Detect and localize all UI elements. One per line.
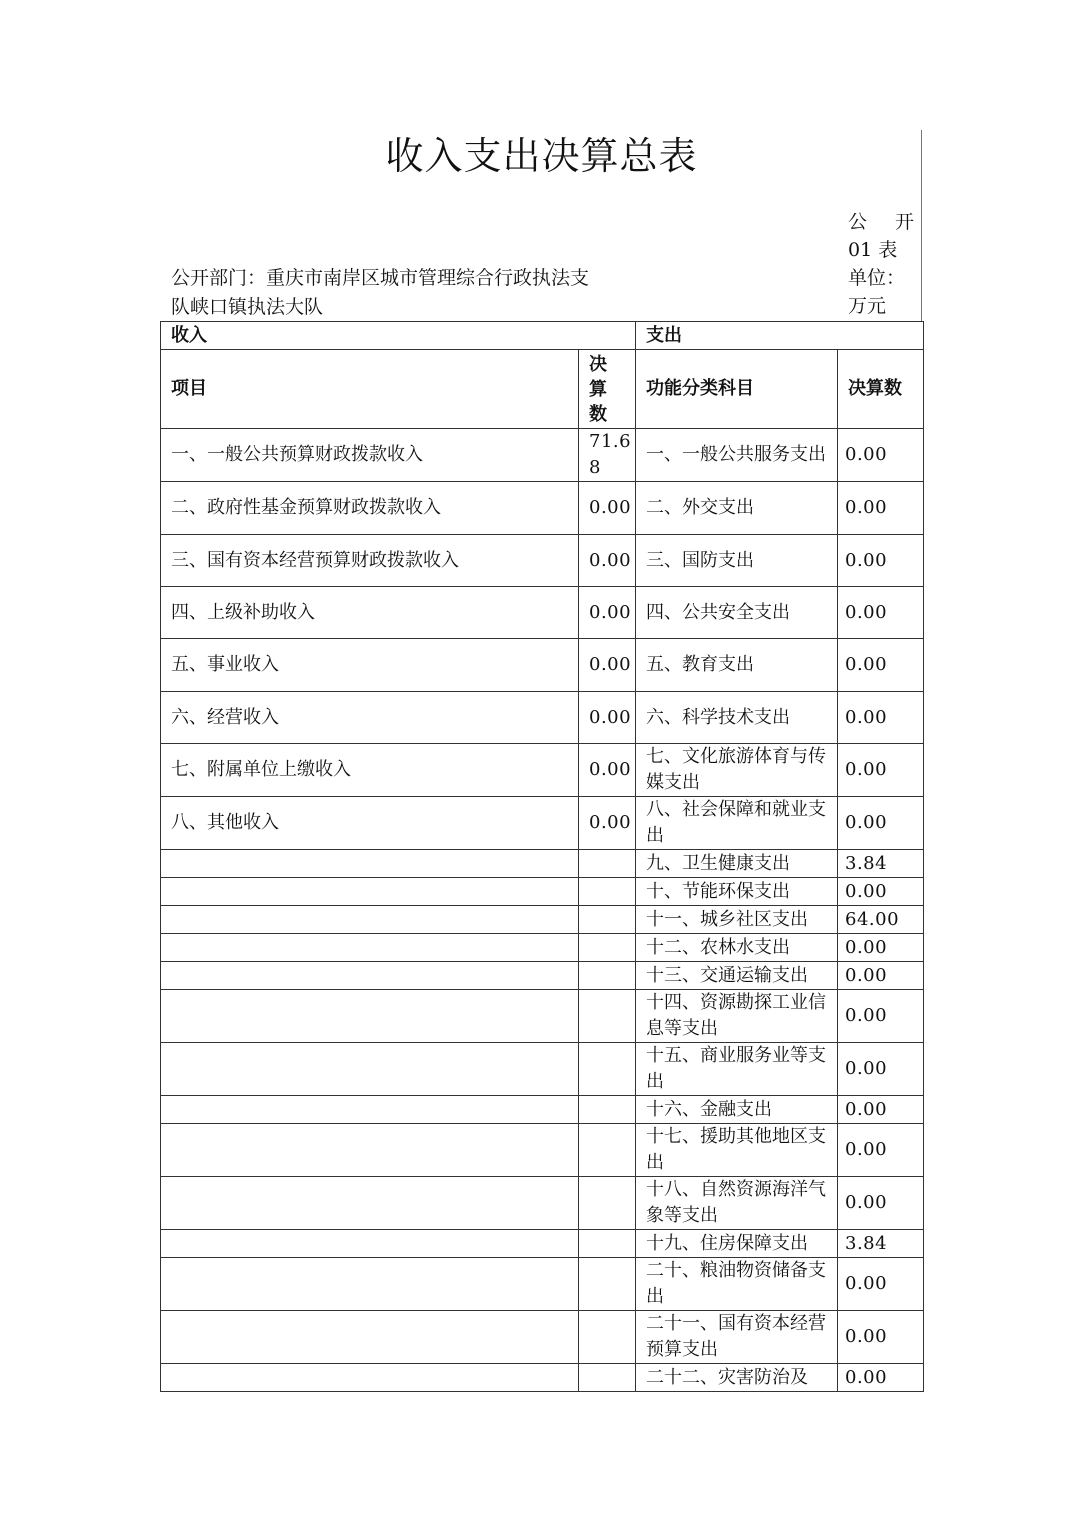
income-item-cell: 四、上级补助收入	[161, 587, 579, 639]
table-row	[161, 850, 924, 878]
form-code-line	[848, 208, 914, 236]
section-header-row	[161, 322, 924, 350]
income-item-cell: 二、政府性基金预算财政拨款收入	[161, 482, 579, 535]
income-item-cell	[161, 850, 579, 878]
expense-item-cell: 二十二、灾害防治及	[636, 1364, 838, 1392]
table-row	[161, 692, 924, 744]
expense-amount-cell: 0.00	[838, 962, 924, 990]
income-amount-cell	[579, 1230, 636, 1258]
expense-amount-cell: 0.00	[838, 934, 924, 962]
summary-table	[160, 321, 924, 1392]
expense-item-cell: 二十一、国有资本经营预算支出	[636, 1311, 838, 1364]
expense-amount-cell: 0.00	[838, 1364, 924, 1392]
expense-item-cell: 十、节能环保支出	[636, 878, 838, 906]
expense-item-cell: 三、国防支出	[636, 535, 838, 587]
income-amount-cell: 0.00	[579, 482, 636, 535]
income-item-cell	[161, 1043, 579, 1096]
department-label: 公开部门：重庆市南岸区城市管理综合行政执法支队峡口镇执法大队	[171, 267, 590, 318]
expense-item-cell: 一、一般公共服务支出	[636, 429, 838, 482]
expense-amount-cell: 0.00	[838, 744, 924, 797]
income-item-cell: 七、附属单位上缴收入	[161, 744, 579, 797]
income-item-cell	[161, 1364, 579, 1392]
income-amount-cell	[579, 962, 636, 990]
expense-item-cell: 八、社会保障和就业支出	[636, 797, 838, 850]
income-item-cell: 五、事业收入	[161, 639, 579, 692]
expense-item-cell: 十五、商业服务业等支出	[636, 1043, 838, 1096]
expense-amount-cell: 0.00	[838, 692, 924, 744]
expense-item-cell: 十八、自然资源海洋气象等支出	[636, 1177, 838, 1230]
expense-amount-cell: 0.00	[838, 429, 924, 482]
income-item-cell: 一、一般公共预算财政拨款收入	[161, 429, 579, 482]
expense-item-cell: 十七、援助其他地区支出	[636, 1124, 838, 1177]
income-amount-cell: 0.00	[579, 587, 636, 639]
form-code-b: 开	[894, 211, 914, 233]
expense-amount-cell: 0.00	[838, 1258, 924, 1311]
expense-amount-cell: 3.84	[838, 850, 924, 878]
unit-value: 万元	[848, 295, 887, 317]
income-amount-cell: 0.00	[579, 797, 636, 850]
expense-item-cell: 十六、金融支出	[636, 1096, 838, 1124]
income-item-cell	[161, 1124, 579, 1177]
table-row	[161, 797, 924, 850]
income-item-cell	[161, 878, 579, 906]
income-item-cell	[161, 1230, 579, 1258]
expense-item-cell: 十九、住房保障支出	[636, 1230, 838, 1258]
form-code-number: 01 表	[848, 239, 898, 261]
table-row	[161, 1177, 924, 1230]
income-amount-cell	[579, 1177, 636, 1230]
table-row	[161, 1311, 924, 1364]
table-row	[161, 535, 924, 587]
income-amount-cell	[579, 878, 636, 906]
expense-amount-cell: 0.00	[838, 1177, 924, 1230]
income-amount-cell	[579, 906, 636, 934]
expense-amount-cell: 0.00	[838, 990, 924, 1043]
expense-item-cell: 二、外交支出	[636, 482, 838, 535]
table-row	[161, 878, 924, 906]
income-amount-cell	[579, 1124, 636, 1177]
expense-amount-cell: 0.00	[838, 1124, 924, 1177]
table-row	[161, 1364, 924, 1392]
expense-amount-cell: 0.00	[838, 797, 924, 850]
expense-amount-cell: 64.00	[838, 906, 924, 934]
table-row	[161, 990, 924, 1043]
income-amount-cell	[579, 1043, 636, 1096]
table-row	[161, 1124, 924, 1177]
expense-item-cell: 十一、城乡社区支出	[636, 906, 838, 934]
expense-amount-cell: 0.00	[838, 878, 924, 906]
income-item-cell	[161, 906, 579, 934]
income-amount-cell	[579, 1096, 636, 1124]
expense-amount-cell: 0.00	[838, 1043, 924, 1096]
income-amount-cell: 0.00	[579, 744, 636, 797]
table-row	[161, 906, 924, 934]
table-row	[161, 962, 924, 990]
expense-amount-cell: 0.00	[838, 535, 924, 587]
divider-line	[921, 130, 922, 322]
income-amount-cell	[579, 1311, 636, 1364]
form-info	[848, 208, 914, 320]
table-row	[161, 587, 924, 639]
income-amount-cell: 0.00	[579, 535, 636, 587]
expense-amount-cell: 0.00	[838, 1096, 924, 1124]
table-row	[161, 429, 924, 482]
col-item-header: 项目	[161, 350, 579, 429]
income-amount-cell	[579, 1258, 636, 1311]
expense-item-cell: 二十、粮油物资储备支出	[636, 1258, 838, 1311]
form-code-a: 公	[848, 211, 868, 233]
expense-item-cell: 十三、交通运输支出	[636, 962, 838, 990]
income-header: 收入	[161, 322, 636, 350]
col-function-header: 功能分类科目	[636, 350, 838, 429]
income-item-cell	[161, 962, 579, 990]
col-expense-amount-header: 决算数	[838, 350, 924, 429]
income-amount-cell: 71.68	[579, 429, 636, 482]
income-amount-cell: 0.00	[579, 639, 636, 692]
page-title: 收入支出决算总表	[385, 134, 698, 178]
expense-amount-cell: 0.00	[838, 639, 924, 692]
table-row	[161, 1043, 924, 1096]
income-item-cell	[161, 934, 579, 962]
income-item-cell	[161, 1311, 579, 1364]
table-row	[161, 639, 924, 692]
expense-item-cell: 五、教育支出	[636, 639, 838, 692]
unit-label: 单位：	[848, 267, 906, 289]
income-item-cell	[161, 990, 579, 1043]
income-item-cell: 八、其他收入	[161, 797, 579, 850]
income-amount-cell	[579, 934, 636, 962]
expense-item-cell: 九、卫生健康支出	[636, 850, 838, 878]
income-amount-cell	[579, 990, 636, 1043]
expense-item-cell: 十二、农林水支出	[636, 934, 838, 962]
table-row	[161, 934, 924, 962]
expense-header: 支出	[636, 322, 924, 350]
expense-amount-cell: 0.00	[838, 482, 924, 535]
expense-item-cell: 四、公共安全支出	[636, 587, 838, 639]
expense-amount-cell: 0.00	[838, 1311, 924, 1364]
income-amount-cell	[579, 850, 636, 878]
expense-amount-cell: 0.00	[838, 587, 924, 639]
income-amount-cell	[579, 1364, 636, 1392]
expense-amount-cell: 3.84	[838, 1230, 924, 1258]
expense-item-cell: 十四、资源勘探工业信息等支出	[636, 990, 838, 1043]
income-item-cell: 三、国有资本经营预算财政拨款收入	[161, 535, 579, 587]
income-amount-cell: 0.00	[579, 692, 636, 744]
expense-item-cell: 六、科学技术支出	[636, 692, 838, 744]
table-row	[161, 1258, 924, 1311]
income-item-cell: 六、经营收入	[161, 692, 579, 744]
col-income-amount-header: 决算数	[579, 350, 636, 429]
column-header-row	[161, 350, 924, 429]
income-item-cell	[161, 1177, 579, 1230]
table-row	[161, 744, 924, 797]
table-row	[161, 1096, 924, 1124]
income-item-cell	[161, 1258, 579, 1311]
income-item-cell	[161, 1096, 579, 1124]
table-row	[161, 1230, 924, 1258]
expense-item-cell: 七、文化旅游体育与传媒支出	[636, 744, 838, 797]
table-row	[161, 482, 924, 535]
